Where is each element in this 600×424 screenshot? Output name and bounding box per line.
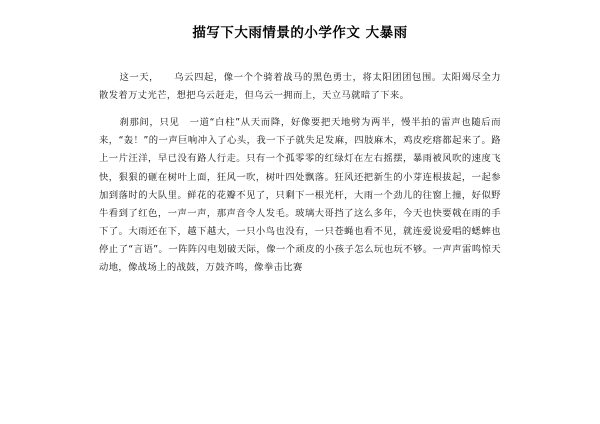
paragraph: 这一天， 乌云四起，像一个个骑着战马的黑色勇士，将太阳团团包围。太阳竭尽全力散发着万丈光芒，想把乌云赶走，但乌云一拥而上，天立马就暗了下来。 — [99, 71, 501, 102]
document-page — [0, 24, 600, 424]
paragraph: 刹那间，只见 一道“白柱”从天而降，好像要把天地劈为两半，慢半拍的雷声也随后而来，“轰！”的一声巨响冲入了心头，我一下子就失足发麻，四肢麻木，鸡皮疙瘩都起来了。路上一片汪洋，早已没有路人行走。只有一个孤零零的红绿灯在左右摇摆，暴雨被风吹的速度飞快，狠狠的砸在树叶上面，狂风一吹，树叶四处飘落。狂风还把新生的小芽连根拔起，一起参加到落时的大队里。鲜花的花瓣不见了，只剩下一根光杆，大雨一个劲儿的往窗上撞，好似野牛看到了红色，一声一声，那声音令人发毛。玻璃大哥挡了这么多年，今天也快要戟在雨的手下了。大雨还在下，越下越大，一只小鸟也没有，一只苍蝇也看不见，就连爱说爱唱的蟋蟀也停止了“言语”。一阵阵闪电划破天际，像一个顽皮的小孩子怎么玩也玩不够。一声声雷鸣惊天动地，像战场上的战鼓，万鼓齐鸣，像拳击比赛 — [99, 117, 501, 274]
page-title: 描写下大雨情景的小学作文 大暴雨 — [192, 25, 408, 41]
document-body — [99, 69, 501, 277]
